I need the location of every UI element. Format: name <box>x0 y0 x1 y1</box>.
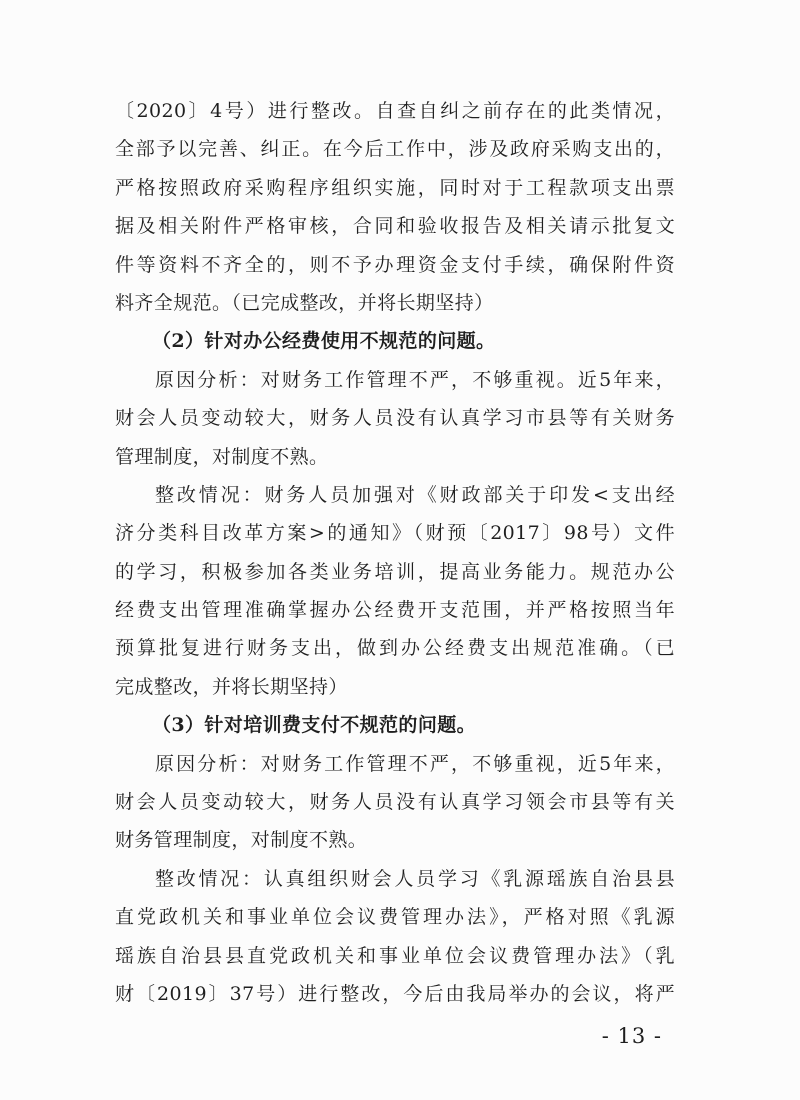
body-text-line: 直党政机关和事业单位会议费管理办法》，严格对照《乳源 <box>115 906 675 929</box>
body-text-line: 预算批复进行财务支出，做到办公经费支出规范准确。（已 <box>115 637 675 660</box>
body-text-line: 原因分析：对财务工作管理不严，不够重视，近5年来， <box>155 752 675 775</box>
page-number: - 13 - <box>601 1024 662 1048</box>
body-text-line: 整改情况：财务人员加强对《财政部关于印发<支出经 <box>155 483 675 506</box>
body-text-line: 整改情况：认真组织财会人员学习《乳源瑶族自治县县 <box>155 867 675 890</box>
body-text-line: 经费支出管理准确掌握办公经费开支范围，并严格按照当年 <box>115 599 675 622</box>
body-text-line: 原因分析：对财务工作管理不严，不够重视。近5年来， <box>155 368 675 391</box>
body-text-line: 财会人员变动较大，财务人员没有认真学习领会市县等有关 <box>115 791 675 814</box>
body-text-line: 济分类科目改革方案>的通知》（财预〔2017〕98号）文件 <box>115 522 675 545</box>
body-text-line: 全部予以完善、纠正。在今后工作中，涉及政府采购支出的， <box>115 138 675 161</box>
body-text-line: 完成整改，并将长期坚持） <box>115 675 348 698</box>
document-body <box>115 92 675 1013</box>
section-heading-3: （3）针对培训费支付不规范的问题。 <box>152 714 477 737</box>
body-text-line: 件等资料不齐全的，则不予办理资金支付手续，确保附件资 <box>115 253 675 276</box>
body-text-line: 财会人员变动较大，财务人员没有认真学习市县等有关财务 <box>115 407 675 430</box>
section-heading-2: （2）针对办公经费使用不规范的问题。 <box>152 330 496 353</box>
body-text-line: 瑶族自治县县直党政机关和事业单位会议费管理办法》（乳 <box>115 944 675 967</box>
body-text-line: 管理制度，对制度不熟。 <box>115 445 329 468</box>
body-text-line: 财务管理制度，对制度不熟。 <box>115 829 368 852</box>
body-text-line: 严格按照政府采购程序组织实施，同时对于工程款项支出票 <box>115 176 675 199</box>
body-text-line: 据及相关附件严格审核，合同和验收报告及相关请示批复文 <box>115 215 675 238</box>
body-text-line: 〔2020〕4号）进行整改。自查自纠之前存在的此类情况， <box>115 100 675 122</box>
body-text-line: 料齐全规范。（已完成整改，并将长期坚持） <box>115 291 494 314</box>
body-text-line: 的学习，积极参加各类业务培训，提高业务能力。规范办公 <box>115 560 675 583</box>
body-text-line: 财〔2019〕37号）进行整改，今后由我局举办的会议，将严 <box>115 982 675 1005</box>
